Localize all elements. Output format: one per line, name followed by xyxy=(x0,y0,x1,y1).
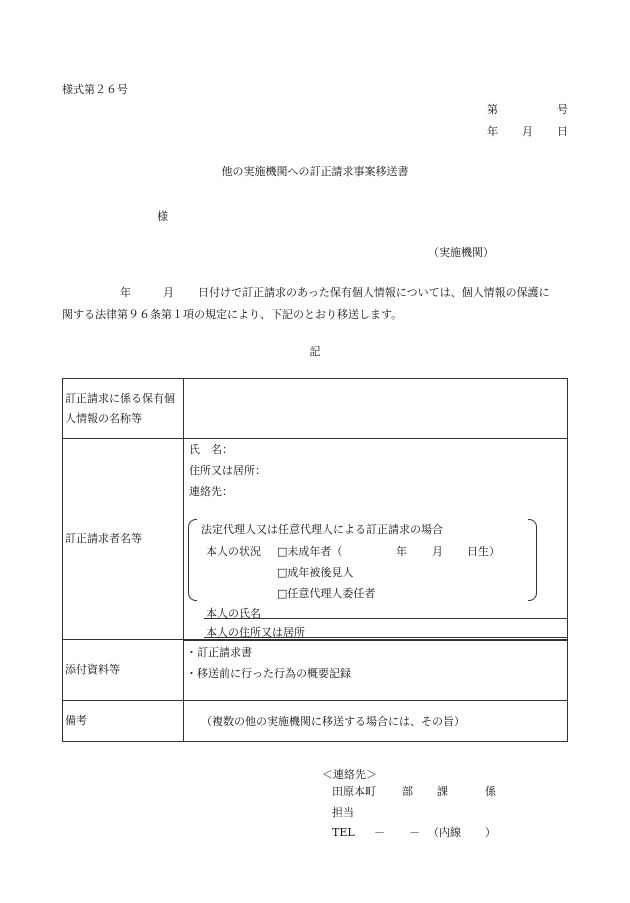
body-month: 月 xyxy=(163,286,174,299)
label-requester: 訂正請求者名等 xyxy=(63,439,184,640)
contact-section: 課 xyxy=(437,785,448,798)
person-name-label: 本人の氏名 xyxy=(206,607,261,620)
date-year: 年 xyxy=(487,125,498,138)
person-name-underline xyxy=(204,618,567,619)
issuing-agency: （実施機関） xyxy=(428,246,494,259)
transfer-table xyxy=(62,378,568,742)
bracket-right xyxy=(528,519,537,601)
body-line1: 日付けで訂正請求のあった保有個人情報については、個人情報の保護に xyxy=(198,286,550,299)
person-address-underline xyxy=(204,637,567,638)
minor-birth: 日生） xyxy=(467,545,500,558)
contact-label: 連絡先： xyxy=(189,485,233,498)
contact-tel: TEL xyxy=(332,826,355,839)
person-address-label: 本人の住所又は居所 xyxy=(206,626,305,639)
contact-dash: － xyxy=(374,826,385,839)
proxy-heading: 法定代理人又は任意代理人による訂正請求の場合 xyxy=(201,523,443,536)
number-suffix: 号 xyxy=(557,103,568,116)
value-remarks[interactable] xyxy=(184,701,568,742)
contact-unit: 係 xyxy=(485,785,496,798)
contact-dept: 部 xyxy=(402,785,413,798)
label-info-name xyxy=(63,379,184,439)
name-label: 氏 名： xyxy=(189,443,233,456)
number-prefix: 第 xyxy=(487,103,498,116)
contact-heading: ＜連絡先＞ xyxy=(322,768,377,781)
attachment-item: ・訂正請求書 xyxy=(186,646,252,659)
checkbox-minor[interactable]: □未成年者（ xyxy=(277,545,343,558)
contact-office: 田原本町 xyxy=(332,785,376,798)
bracket-left xyxy=(188,519,197,601)
table-row xyxy=(63,379,568,439)
label-line: 訂正請求に係る保有個 xyxy=(65,391,175,405)
table-row xyxy=(63,701,568,742)
label-remarks: 備考 xyxy=(63,701,184,742)
remarks-note: （複数の他の実施機関に移送する場合には、その旨） xyxy=(201,715,465,728)
table-row xyxy=(63,640,568,701)
document-title: 他の実施機関への訂正請求事案移送書 xyxy=(221,165,409,178)
body-line2: 関する法律第９６条第１項の規定により、下記のとおり移送します。 xyxy=(62,308,403,321)
form-number: 様式第２６号 xyxy=(62,83,128,96)
ki-heading: 記 xyxy=(309,345,321,358)
date-day: 日 xyxy=(557,125,568,138)
date-month: 月 xyxy=(522,125,533,138)
address-label: 住所又は居所： xyxy=(189,464,266,477)
value-requester[interactable] xyxy=(184,439,568,640)
minor-month: 月 xyxy=(432,545,443,558)
contact-block xyxy=(322,768,522,848)
contact-ext-open: （内線 xyxy=(428,826,461,839)
value-info-name[interactable] xyxy=(184,379,568,439)
attachment-item: ・移送前に行った行為の概要記録 xyxy=(186,667,351,680)
addressee: 様 xyxy=(157,210,168,223)
value-attachments[interactable] xyxy=(184,640,568,701)
double-line xyxy=(184,640,567,641)
checkbox-adult-ward[interactable]: □成年被後見人 xyxy=(277,566,354,579)
checkbox-voluntary-proxy[interactable]: □任意代理人委任者 xyxy=(277,587,376,600)
minor-year: 年 xyxy=(396,545,407,558)
status-label: 本人の状況 xyxy=(206,545,261,558)
contact-person: 担当 xyxy=(332,806,354,819)
label-attachments: 添付資料等 xyxy=(63,640,184,701)
table-row xyxy=(63,439,568,640)
contact-ext-close: ） xyxy=(485,826,496,839)
body-paragraph xyxy=(62,282,568,326)
body-year: 年 xyxy=(120,286,131,299)
label-line: 人情報の名称等 xyxy=(65,411,142,425)
contact-dash: － xyxy=(409,826,420,839)
